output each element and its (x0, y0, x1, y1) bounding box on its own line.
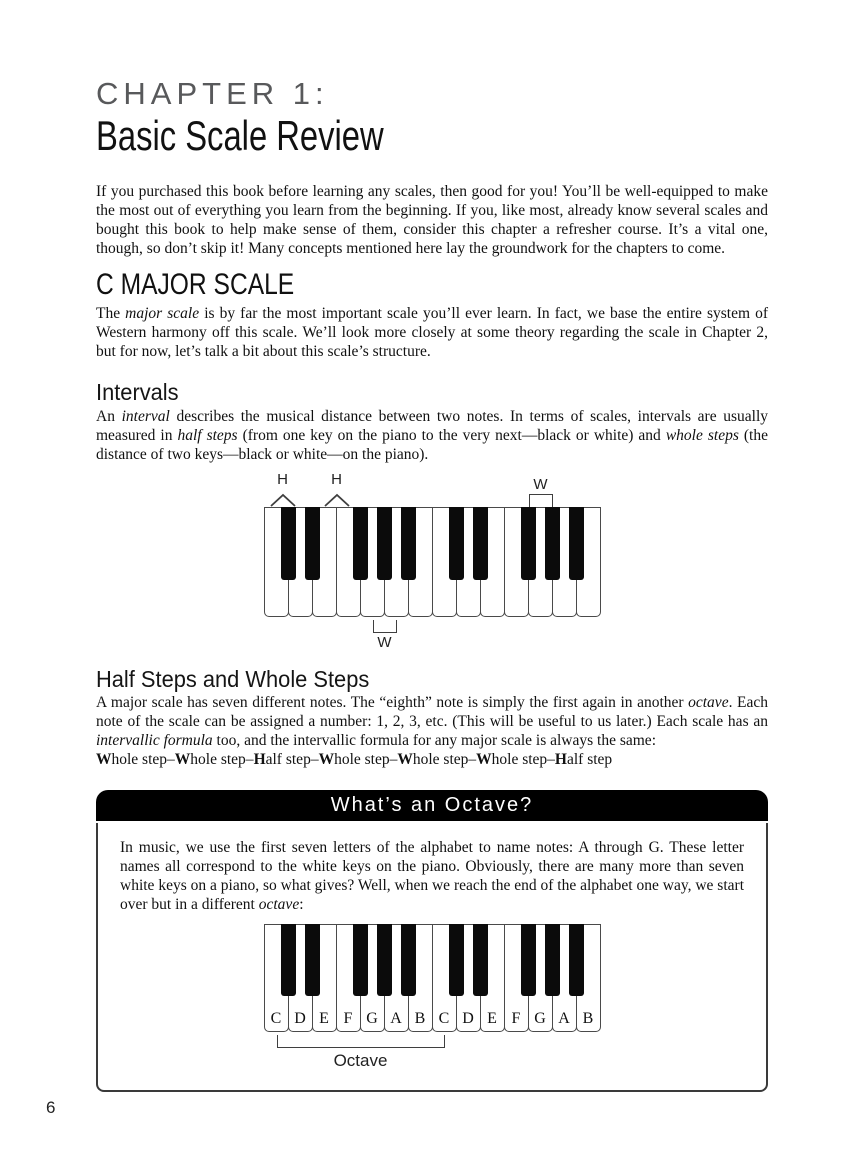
text-run: If you purchased this book before learning any scales, then good for you! You’ll be well-equipped to make the most out of everything you learn from the beginning. If you, like most, already know several scales and bought this book to help make sense of them, consider this chapter a refresher course. It’s a vital one, though, so don’t skip it! Many concepts mentioned here lay the groundwork for the chapters to come. (96, 182, 768, 257)
key-note-label: G (534, 1010, 546, 1028)
text-run: hole step– (491, 750, 555, 768)
black-key (377, 507, 392, 580)
half-step-label: H (331, 471, 342, 489)
subheading-half-whole-steps: Half Steps and Whole Steps (96, 666, 370, 693)
intro-paragraph (96, 183, 768, 259)
key-note-label: D (462, 1010, 474, 1028)
black-key (569, 507, 584, 580)
bold-text: W (397, 750, 413, 768)
key-note-label: E (487, 1010, 497, 1028)
text-run: describes the musical distance between two notes. In terms of scales, intervals are usually measured in (96, 408, 769, 445)
text-run: : (299, 895, 304, 913)
italic-text: octave (688, 694, 729, 712)
key-note-label: B (414, 1010, 426, 1028)
text-run: too, and the intervallic formula for any major scale is always the same: (212, 732, 656, 750)
keyboard-top-annotations (264, 473, 601, 507)
keyboard-bottom-annotations (264, 617, 601, 655)
key-note-label: G (366, 1010, 378, 1028)
text-run: . Each note of the scale can be assigned a number: 1, 2, 3, etc. (This will be useful to us later.) Each scale has an (96, 694, 768, 731)
key-note-label: E (319, 1010, 329, 1028)
bold-text: W (318, 750, 335, 768)
key-note-label: A (390, 1010, 402, 1028)
section-heading-c-major-scale: C MAJOR SCALE (96, 268, 295, 302)
text-run: hole step– (334, 750, 398, 768)
text-run: hole step– (412, 750, 477, 768)
caret-icon (322, 493, 352, 507)
page-content (96, 78, 768, 1092)
italic-text: major scale (125, 305, 200, 323)
page-number: 6 (46, 1098, 56, 1117)
italic-text: half steps (177, 427, 238, 445)
key-note-label: F (343, 1010, 353, 1028)
half-whole-paragraph (96, 694, 768, 751)
text-run: In music, we use the first seven letters of the alphabet to name notes: A through G. These letter names all correspond to the white keys on the piano. Obviously, there are many more than seven white keys on a piano, so what gives? Well, when we reach the end of the alphabet one way, we start over but in a different (120, 838, 744, 913)
key-note-label: C (270, 1010, 282, 1028)
black-key (353, 507, 368, 580)
black-key (353, 924, 368, 996)
keyboard-keys (264, 924, 601, 1032)
italic-text: whole steps (665, 427, 739, 445)
chapter-title: Basic Scale Review (96, 111, 384, 159)
text-run: (the distance of two keys—black or white—on the piano). (96, 427, 768, 464)
text-run: The (96, 305, 126, 323)
octave-label: Octave (333, 1051, 388, 1071)
piano-keyboard-octave-diagram (264, 924, 601, 1080)
key-note-label: B (582, 1010, 594, 1028)
octave-box-body (96, 823, 768, 1093)
text-run: A major scale has seven different notes. The “eighth” note is simply the first again in another (96, 694, 689, 712)
text-run: hole step– (111, 750, 175, 768)
octave-sidebar-box (96, 790, 768, 1093)
black-key (545, 507, 560, 580)
bold-text: W (476, 750, 492, 768)
black-key (281, 507, 296, 580)
piano-keyboard-intervals-diagram (264, 473, 601, 655)
text-run: alf step– (265, 750, 319, 768)
black-key (449, 924, 464, 996)
half-step-label: H (277, 471, 288, 489)
black-key (521, 924, 536, 996)
black-key (401, 507, 416, 580)
keyboard-bottom-annotations (264, 1032, 601, 1080)
whole-step-bracket-bottom (373, 620, 397, 652)
black-key (305, 507, 320, 580)
black-key (521, 507, 536, 580)
text-run: An (96, 408, 122, 426)
caret-icon (268, 493, 298, 507)
keyboard-keys (264, 507, 601, 617)
whole-step-bracket-top (529, 476, 553, 507)
text-run: is by far the most important scale you’ll ever learn. In fact, we base the entire system of Western harmony off this scale. We’ll look more closely at some theory regarding the scale in Chapter 2, but for now, let’s talk a bit about this scale’s structure. (96, 305, 768, 361)
key-note-label: F (511, 1010, 521, 1028)
whole-step-label: W (377, 634, 392, 652)
half-step-caret (322, 473, 352, 507)
bold-text: W (96, 750, 112, 768)
octave-box-paragraph (120, 839, 744, 915)
italic-text: interval (121, 408, 170, 426)
text-run: (from one key on the piano to the very next—black or white) and (237, 427, 666, 445)
black-key (377, 924, 392, 996)
octave-box-title: What’s an Octave? (96, 790, 768, 821)
half-step-caret (268, 473, 298, 507)
black-key (449, 507, 464, 580)
octave-bracket (277, 1035, 445, 1071)
key-note-label: C (438, 1010, 450, 1028)
key-note-label: D (294, 1010, 306, 1028)
c-major-scale-paragraph (96, 305, 768, 362)
italic-text: octave (258, 895, 300, 913)
subheading-intervals: Intervals (96, 379, 179, 406)
key-note-label: A (558, 1010, 570, 1028)
black-key (305, 924, 320, 996)
intervallic-formula (96, 751, 768, 770)
whole-step-label: W (533, 476, 548, 494)
text-run: alf step (566, 750, 613, 768)
bold-text: H (253, 750, 266, 768)
bold-text: H (554, 750, 567, 768)
text-run: hole step– (190, 750, 254, 768)
bold-text: W (174, 750, 191, 768)
intervals-paragraph (96, 408, 768, 465)
italic-text: intervallic formula (96, 732, 213, 750)
black-key (473, 924, 488, 996)
black-key (545, 924, 560, 996)
black-key (569, 924, 584, 996)
black-key (473, 507, 488, 580)
black-key (401, 924, 416, 996)
chapter-label: CHAPTER 1: (96, 76, 329, 111)
black-key (281, 924, 296, 996)
